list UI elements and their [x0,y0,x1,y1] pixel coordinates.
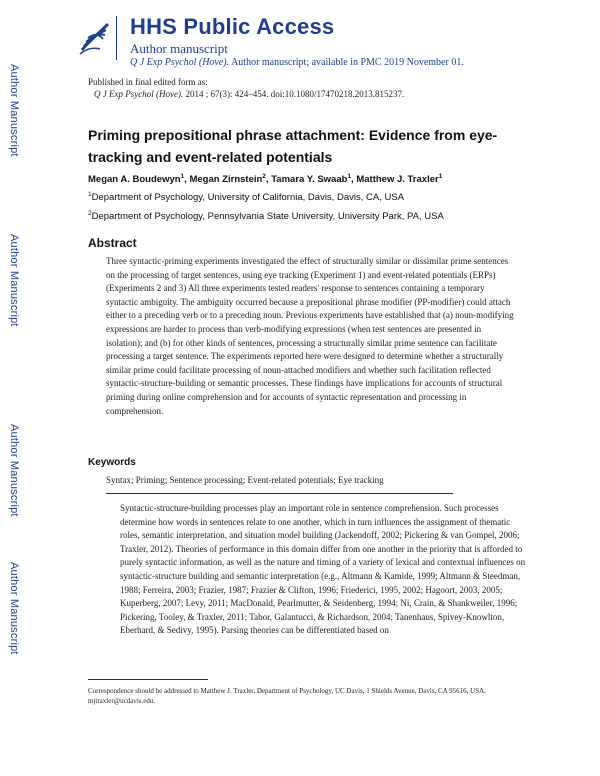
affiliation-text: Department of Psychology, University of California, Davis, Davis, CA, USA [91,192,405,203]
affiliation-mark: 1 [88,191,92,198]
keywords-text: Syntax; Priming; Sentence processing; Event-related potentials; Eye tracking [106,475,384,485]
abstract-text: Three syntactic-priming experiments investigated the effect of structurally similar or dissimilar prime sentences on the processing of target sentences, using eye tracking (Experiment 1) and event-related potentials (ERPs) (Experiments 2 and 3) All three experiments tested readers' response to sentences containing a temporary syntactic ambiguity. The ambiguity occurred because a prepositional phrase modifier (PP-modifier) could attach either to a preceding verb or to a preceding noun. Previous experiments have established that (a) noun-modifying expressions are harder to process than verb-modifying expressions (when test sentences are presented in isolation); and (b) for other kinds of sentences, processing a structurally similar prime sentence can facilitate processing a target sentence. The experiments reported here were designed to determine whether a structurally similar prime could facilitate processing of noun-attached modifiers and whether such facilitation reflected syntactic-structure-building or semantic processes. These findings have implications for accounts of structural priming during online comprehension and for accounts of syntactic representation and processing in comprehension. [106,256,514,416]
affiliation [88,192,404,203]
side-label: Author Manuscript [8,64,20,157]
author-affil-mark: 2 [262,173,266,180]
author-name: Matthew J. Traxler [356,174,439,185]
published-details: 2014 ; 67(3): 424–454. doi:10.1080/17470218.2013.815237. [183,89,405,99]
author-name: Megan A. Boudewyn [88,174,181,185]
side-label: Author Manuscript [8,562,20,655]
affiliation [88,211,444,222]
manuscript-label: Author manuscript [130,41,228,56]
side-label: Author Manuscript [8,424,20,517]
affiliation-text: Department of Psychology, Pennsylvania State University, University Park, PA, USA [91,211,444,222]
published-label: Published in final edited form as: [88,77,208,87]
author-affil-mark: 1 [180,173,185,180]
correspondence-footnote: Correspondence should be addressed to Matthew J. Traxler, Department of Psychology, UC Davis, 1 Shields Avenue, Davis, CA 95616, USA. mjtraxler@ucdavis.edu. [88,687,486,705]
keywords-heading: Keywords [88,457,136,468]
footnote-divider [88,679,208,680]
body-paragraph: Syntactic-structure-building processes play an important role in sentence comprehension. Such processes determine how words in sentences relate to one another, which in turn influences the assignment of thematic roles, semantic interpretation, and situation model building (Jackendoff, 2002; Pickering & van Gompel, 2006; Traxler, 2012). Theories of performance in this domain differ from one another in the priority that is afforded to purely syntactic information, as well as the nature and timing of a variety of lexical and contextual influences on syntactic-structure building and semantic interpretation (e.g., Altmann & Kamide, 1999; Altmann & Steedman, 1988; Ferreira, 2003; Frazier, 1987; Frazier & Clifton, 1996; Friederici, 1995, 2002; Hagoort, 2003, 2005; Kuperberg, 2007; Levy, 2011; MacDonald, Pearlmutter, & Seidenberg, 1994; Ni, Crain, & Shankweiler, 1996; Pickering, Tooley, & Traxler, 2011; Tabor, Galantucci, & Richardson, 2004; Tanenhaus, Spivey-Knowlton, Eberhard, & Sedivy, 1995). Parsing theories can be differentiated based on [120,503,526,636]
author-name: Tamara Y. Swaab [271,174,348,185]
side-label: Author Manuscript [8,234,20,327]
hhs-eagle-icon [76,16,117,60]
availability-text: Author manuscript; available in PMC 2019 November 01. [229,57,464,68]
journal-name: Q J Exp Psychol (Hove). [130,57,230,68]
affiliation-mark: 2 [88,210,92,217]
availability-citation [130,57,464,68]
published-citation [88,88,568,100]
hhs-title: HHS Public Access [130,14,335,39]
hhs-header [76,14,576,74]
abstract-heading: Abstract [88,236,137,250]
published-journal: Q J Exp Psychol (Hove). [94,89,184,99]
author-name: Megan Zirnstein [189,174,263,185]
publication-info [88,76,568,100]
section-divider [106,493,453,494]
article-title: Priming prepositional phrase attachment: Evidence from eye-tracking and event-related potentials [88,127,498,165]
author-affil-mark: 1 [347,173,352,180]
author-list: Megan A. Boudewyn$^1$, Megan Zirnstein$^2$, Tamara Y. Swaab$^1$, Matthew J. Traxler$^1$ [88,173,443,185]
author-affil-mark: 1 [438,173,443,180]
